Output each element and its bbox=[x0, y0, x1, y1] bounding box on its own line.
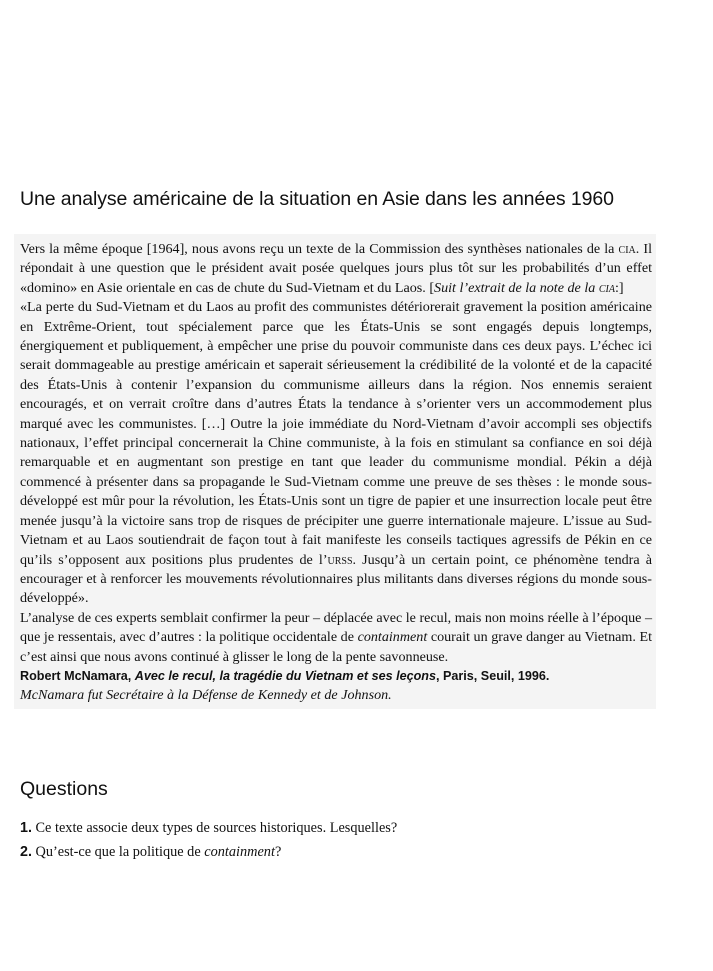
document-title: Une analyse américaine de la situation en Asie dans les années 1960 bbox=[20, 188, 614, 210]
question-item bbox=[20, 842, 680, 866]
source-author: Robert McNamara, bbox=[20, 668, 132, 683]
questions-list bbox=[20, 818, 680, 866]
intro-text-2: . Il répondait à une question que le président avait posée quelques jours plus tôt sur les probabilités d’un effet «domino» en Asie orientale en cas de chute du Sud-Vietnam et du Laos. [ bbox=[20, 241, 653, 296]
author-note: McNamara fut Secrétaire à la Défense de Kennedy et de Johnson. bbox=[20, 686, 392, 703]
conclusion-text-1: L’analyse de ces experts semblait confirmer la peur – déplacée avec le recul, mais non moins réelle à l’époque – que je ressentais, avec d’autres : la politique occidentale de bbox=[20, 609, 652, 646]
intro-text-4: :] bbox=[614, 279, 624, 296]
question-text: Ce texte associe deux types de sources historiques. Lesquelles? bbox=[35, 820, 398, 836]
quote-paragraph bbox=[20, 298, 652, 609]
conclusion-text-2: courait un grave danger au Vietnam. Et c’est ainsi que nous avons continué à glisser le long de la pente savonneuse. bbox=[20, 629, 653, 665]
source-citation bbox=[20, 667, 652, 686]
intro-editorial-cia: cia bbox=[598, 279, 615, 296]
question-text-after: ? bbox=[274, 844, 282, 860]
question-number: 2. bbox=[20, 844, 32, 860]
quote-text-1: «La perte du Sud-Vietnam et du Laos au profit des communistes détériorerait gravement la position américaine en Extrême-Orient, tout spécialement parce que les États-Unis se sont engagés depuis longtemps, énergiquement et publiquement, à empêcher une prise du pouvoir communiste dans ces deux pays. L’échec ici serait dommageable au prestige américain et saperait sérieusement la crédibilité de la volonté et de la capacité des États-Unis à contenir l’expansion du communisme ailleurs dans la région. Nos ennemis seraient encouragés, et on verrait croître dans d’autres États la tendance à s’orienter vers un accommodement plus marqué avec les communistes. […] Outre la joie immédiate du Nord-Vietnam d’avoir accompli ses objectifs nationaux, l’effet principal concernerait la Chine communiste, à la fois en stimulant sa confiance en soi déjà remarquable et en augmentant son prestige en tant que leader du communisme mondial. Pékin a déjà commencé à présenter dans sa propagande le Sud-Vietnam comme une preuve de ses thèses : le monde sous-développé est mûr pour la révolution, les États-Unis sont un tigre de papier et une insurrection locale peut être menée jusqu’à la victoire sans trop de risques de précipiter une guerre internationale majeure. L’issue au Sud-Vietnam et au Laos soutiendrait de façon tout à fait manifeste les conseils tactiques agressifs de Pékin en ce qu’ils s’opposent aux positions plus prudentes de l’ bbox=[20, 299, 652, 568]
document-box bbox=[14, 234, 656, 709]
intro-text-1: Vers la même époque [1964], nous avons reçu un texte de la Commission des synthèses nationales de la bbox=[20, 241, 619, 257]
question-item bbox=[20, 818, 680, 842]
question-containment: containment bbox=[204, 844, 275, 860]
intro-paragraph bbox=[20, 240, 652, 298]
quote-text-2: . Jusqu’à un certain point, ce phénomène tendra à encourager et à renforcer les mouvements révolutionnaires plus militants dans diverses régions du monde sous-développé». bbox=[20, 551, 652, 607]
source-book-title: Avec le recul, la tragédie du Vietnam et ses leçons bbox=[134, 668, 436, 683]
intro-cia-abbr: cia bbox=[618, 241, 636, 257]
source-publisher: , Paris, Seuil, 1996. bbox=[436, 668, 550, 683]
questions-heading: Questions bbox=[20, 778, 108, 800]
conclusion-containment: containment bbox=[357, 629, 428, 646]
quote-urss-abbr: urss bbox=[327, 551, 353, 568]
question-number: 1. bbox=[20, 820, 32, 836]
intro-editorial-note: Suit l’extrait de la note de la bbox=[434, 279, 599, 296]
conclusion-paragraph bbox=[20, 609, 652, 667]
question-text-before: Qu’est-ce que la politique de bbox=[35, 844, 205, 860]
